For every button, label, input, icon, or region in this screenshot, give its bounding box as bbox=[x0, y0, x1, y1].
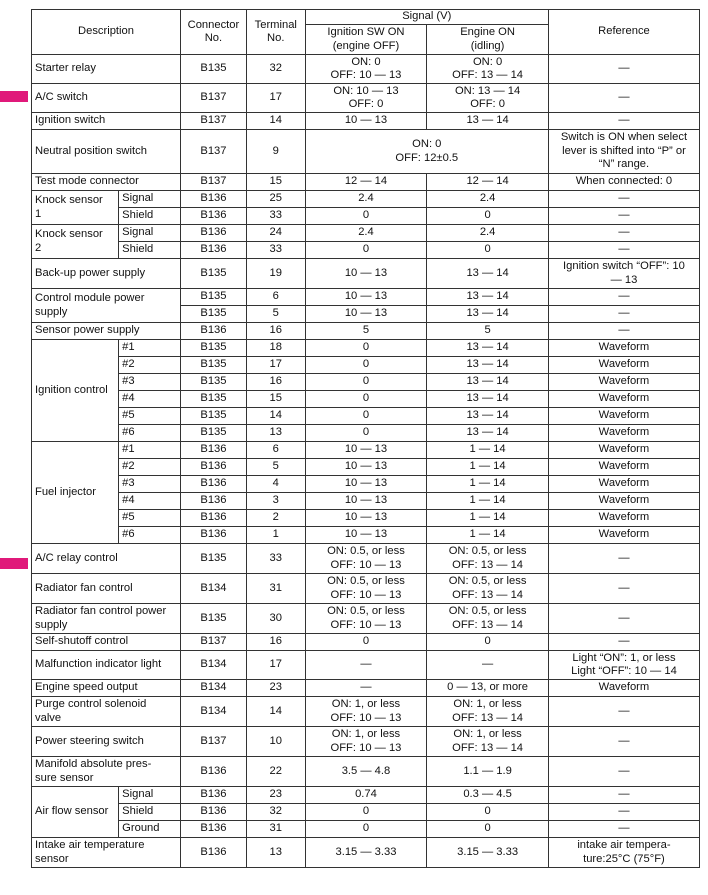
row-signal-ignition-sw-on: 0 bbox=[305, 391, 427, 408]
row-reference: — bbox=[548, 113, 699, 130]
row-signal-engine-on: 1 — 14 bbox=[427, 459, 549, 476]
row-sub-item: #1 bbox=[119, 340, 181, 357]
table-row bbox=[32, 289, 700, 306]
table-row bbox=[32, 408, 700, 425]
row-description: Control module power supply bbox=[32, 289, 181, 323]
table-row bbox=[32, 604, 700, 634]
row-connector-no: B136 bbox=[181, 510, 247, 527]
row-terminal-no: 33 bbox=[246, 544, 305, 574]
row-signal-engine-on: 0 bbox=[427, 634, 549, 651]
table-row bbox=[32, 544, 700, 574]
row-reference: — bbox=[548, 544, 699, 574]
row-sub-item: #1 bbox=[119, 442, 181, 459]
row-signal-engine-on: ON: 1, or less OFF: 13 — 14 bbox=[427, 697, 549, 727]
row-signal-engine-on: 0 bbox=[427, 208, 549, 225]
row-reference: Waveform bbox=[548, 374, 699, 391]
row-signal-engine-on: 13 — 14 bbox=[427, 391, 549, 408]
table-row bbox=[32, 821, 700, 838]
row-signal-engine-on: 0 bbox=[427, 804, 549, 821]
row-terminal-no: 32 bbox=[246, 804, 305, 821]
row-reference: Switch is ON when select lever is shifted into “P” or “N” range. bbox=[548, 130, 699, 174]
row-connector-no: B137 bbox=[181, 174, 247, 191]
header-description: Description bbox=[32, 10, 181, 55]
row-terminal-no: 5 bbox=[246, 306, 305, 323]
row-description: A/C relay control bbox=[32, 544, 181, 574]
row-signal-engine-on: ON: 13 — 14 OFF: 0 bbox=[427, 84, 549, 113]
row-reference: — bbox=[548, 804, 699, 821]
table-row bbox=[32, 476, 700, 493]
row-signal-engine-on: 13 — 14 bbox=[427, 113, 549, 130]
row-signal-ignition-sw-on: 0 bbox=[305, 408, 427, 425]
row-signal-ignition-sw-on: 0.74 bbox=[305, 787, 427, 804]
row-terminal-no: 33 bbox=[246, 242, 305, 259]
table-row bbox=[32, 55, 700, 84]
table-row bbox=[32, 527, 700, 544]
row-signal-ignition-sw-on: 3.5 — 4.8 bbox=[305, 757, 427, 787]
header-ignition-sw-on: Ignition SW ON (engine OFF) bbox=[305, 25, 427, 55]
row-description: Malfunction indicator light bbox=[32, 651, 181, 680]
row-connector-no: B136 bbox=[181, 493, 247, 510]
row-signal-engine-on: 3.15 — 3.33 bbox=[427, 838, 549, 868]
header-terminal-no: Terminal No. bbox=[246, 10, 305, 55]
row-connector-no: B135 bbox=[181, 306, 247, 323]
row-connector-no: B135 bbox=[181, 340, 247, 357]
row-connector-no: B136 bbox=[181, 838, 247, 868]
row-sub-item: Shield bbox=[119, 242, 181, 259]
row-description: Engine speed output bbox=[32, 680, 181, 697]
row-sub-item: Signal bbox=[119, 787, 181, 804]
row-signal-ignition-sw-on: 0 bbox=[305, 208, 427, 225]
table-row bbox=[32, 425, 700, 442]
table-row bbox=[32, 357, 700, 374]
row-connector-no: B135 bbox=[181, 604, 247, 634]
row-sub-item: #6 bbox=[119, 425, 181, 442]
table-row bbox=[32, 340, 700, 357]
row-reference: Waveform bbox=[548, 357, 699, 374]
row-connector-no: B136 bbox=[181, 242, 247, 259]
row-connector-no: B135 bbox=[181, 374, 247, 391]
row-signal-engine-on: 0 — 13, or more bbox=[427, 680, 549, 697]
table-row bbox=[32, 130, 700, 174]
row-terminal-no: 19 bbox=[246, 259, 305, 289]
row-reference: — bbox=[548, 323, 699, 340]
row-connector-no: B136 bbox=[181, 442, 247, 459]
row-connector-no: B136 bbox=[181, 476, 247, 493]
row-reference: — bbox=[548, 821, 699, 838]
row-signal-ignition-sw-on: — bbox=[305, 651, 427, 680]
row-signal-ignition-sw-on: 10 — 13 bbox=[305, 459, 427, 476]
header-reference: Reference bbox=[548, 10, 699, 55]
ecm-signal-table bbox=[31, 9, 700, 868]
row-description: Knock sensor 1 bbox=[32, 191, 119, 225]
row-signal-ignition-sw-on: 0 bbox=[305, 242, 427, 259]
table-row bbox=[32, 259, 700, 289]
row-description: Power steering switch bbox=[32, 727, 181, 757]
row-reference: — bbox=[548, 697, 699, 727]
row-signal-ignition-sw-on: 10 — 13 bbox=[305, 442, 427, 459]
highlight-marker-ac-relay-control bbox=[0, 558, 28, 569]
row-connector-no: B136 bbox=[181, 323, 247, 340]
header-connector-no: Connector No. bbox=[181, 10, 247, 55]
row-description: Ignition control bbox=[32, 340, 119, 442]
row-connector-no: B135 bbox=[181, 544, 247, 574]
row-description: Fuel injector bbox=[32, 442, 119, 544]
row-connector-no: B135 bbox=[181, 259, 247, 289]
row-terminal-no: 5 bbox=[246, 459, 305, 476]
table-row bbox=[32, 651, 700, 680]
table-row bbox=[32, 510, 700, 527]
row-connector-no: B135 bbox=[181, 55, 247, 84]
row-description: Sensor power supply bbox=[32, 323, 181, 340]
row-terminal-no: 30 bbox=[246, 604, 305, 634]
row-signal-ignition-sw-on: 10 — 13 bbox=[305, 493, 427, 510]
row-connector-no: B137 bbox=[181, 130, 247, 174]
row-sub-item: Ground bbox=[119, 821, 181, 838]
row-description: Manifold absolute pres- sure sensor bbox=[32, 757, 181, 787]
row-sub-item: #5 bbox=[119, 510, 181, 527]
row-description: Self-shutoff control bbox=[32, 634, 181, 651]
row-terminal-no: 13 bbox=[246, 425, 305, 442]
row-signal-engine-on: 13 — 14 bbox=[427, 408, 549, 425]
row-signal-engine-on: 1.1 — 1.9 bbox=[427, 757, 549, 787]
row-reference: — bbox=[548, 574, 699, 604]
table-row bbox=[32, 787, 700, 804]
row-signal-engine-on: 13 — 14 bbox=[427, 340, 549, 357]
row-connector-no: B135 bbox=[181, 289, 247, 306]
row-reference: Waveform bbox=[548, 680, 699, 697]
row-description: Back-up power supply bbox=[32, 259, 181, 289]
row-terminal-no: 6 bbox=[246, 289, 305, 306]
row-signal-engine-on: ON: 0.5, or less OFF: 13 — 14 bbox=[427, 544, 549, 574]
row-terminal-no: 17 bbox=[246, 84, 305, 113]
row-terminal-no: 10 bbox=[246, 727, 305, 757]
row-description: Test mode connector bbox=[32, 174, 181, 191]
table-row bbox=[32, 493, 700, 510]
row-connector-no: B136 bbox=[181, 527, 247, 544]
row-signal-engine-on: 1 — 14 bbox=[427, 510, 549, 527]
row-sub-item: #2 bbox=[119, 357, 181, 374]
row-terminal-no: 23 bbox=[246, 680, 305, 697]
row-connector-no: B137 bbox=[181, 84, 247, 113]
table-row bbox=[32, 374, 700, 391]
row-signal-ignition-sw-on: 5 bbox=[305, 323, 427, 340]
row-terminal-no: 4 bbox=[246, 476, 305, 493]
table-row bbox=[32, 459, 700, 476]
table-row bbox=[32, 680, 700, 697]
table-row bbox=[32, 191, 700, 208]
row-signal-engine-on: 13 — 14 bbox=[427, 374, 549, 391]
row-terminal-no: 23 bbox=[246, 787, 305, 804]
row-terminal-no: 1 bbox=[246, 527, 305, 544]
row-terminal-no: 14 bbox=[246, 113, 305, 130]
row-terminal-no: 33 bbox=[246, 208, 305, 225]
row-signal-engine-on: 13 — 14 bbox=[427, 425, 549, 442]
row-sub-item: #2 bbox=[119, 459, 181, 476]
row-reference: — bbox=[548, 55, 699, 84]
row-terminal-no: 32 bbox=[246, 55, 305, 84]
row-signal-engine-on: 2.4 bbox=[427, 191, 549, 208]
row-description: Neutral position switch bbox=[32, 130, 181, 174]
row-reference: Waveform bbox=[548, 527, 699, 544]
row-reference: — bbox=[548, 289, 699, 306]
row-signal-engine-on: — bbox=[427, 651, 549, 680]
row-terminal-no: 31 bbox=[246, 821, 305, 838]
row-signal-engine-on: ON: 0.5, or less OFF: 13 — 14 bbox=[427, 604, 549, 634]
row-signal-engine-on: 1 — 14 bbox=[427, 493, 549, 510]
row-connector-no: B134 bbox=[181, 680, 247, 697]
row-terminal-no: 2 bbox=[246, 510, 305, 527]
row-description: Air flow sensor bbox=[32, 787, 119, 838]
row-signal-engine-on: 1 — 14 bbox=[427, 527, 549, 544]
row-signal-ignition-sw-on: 0 bbox=[305, 804, 427, 821]
row-reference: Waveform bbox=[548, 425, 699, 442]
table-row bbox=[32, 634, 700, 651]
row-reference: Waveform bbox=[548, 510, 699, 527]
row-signal-ignition-sw-on: 10 — 13 bbox=[305, 113, 427, 130]
row-terminal-no: 15 bbox=[246, 174, 305, 191]
row-reference: Waveform bbox=[548, 493, 699, 510]
row-signal-engine-on: 0.3 — 4.5 bbox=[427, 787, 549, 804]
row-signal-engine-on: 13 — 14 bbox=[427, 289, 549, 306]
row-sub-item: #4 bbox=[119, 493, 181, 510]
table-row bbox=[32, 838, 700, 868]
row-reference: — bbox=[548, 191, 699, 208]
header-signal: Signal (V) bbox=[305, 10, 548, 25]
row-reference: — bbox=[548, 727, 699, 757]
row-description: Radiator fan control power supply bbox=[32, 604, 181, 634]
row-sub-item: #6 bbox=[119, 527, 181, 544]
row-signal-ignition-sw-on: 0 bbox=[305, 821, 427, 838]
row-description: Ignition switch bbox=[32, 113, 181, 130]
row-connector-no: B136 bbox=[181, 225, 247, 242]
row-signal-ignition-sw-on: ON: 0.5, or less OFF: 10 — 13 bbox=[305, 544, 427, 574]
table-row bbox=[32, 225, 700, 242]
row-terminal-no: 16 bbox=[246, 323, 305, 340]
table-row bbox=[32, 727, 700, 757]
row-terminal-no: 22 bbox=[246, 757, 305, 787]
row-reference: intake air tempera- ture:25°C (75°F) bbox=[548, 838, 699, 868]
table-row bbox=[32, 113, 700, 130]
row-description: Purge control solenoid valve bbox=[32, 697, 181, 727]
row-signal-engine-on: 5 bbox=[427, 323, 549, 340]
row-description: Knock sensor 2 bbox=[32, 225, 119, 259]
highlight-marker-ac-switch bbox=[0, 91, 28, 102]
row-terminal-no: 24 bbox=[246, 225, 305, 242]
row-reference: Waveform bbox=[548, 459, 699, 476]
row-reference: Ignition switch “OFF”: 10 — 13 bbox=[548, 259, 699, 289]
row-description: Radiator fan control bbox=[32, 574, 181, 604]
row-sub-item: Signal bbox=[119, 191, 181, 208]
row-reference: Light “ON”: 1, or less Light “OFF”: 10 — 14 bbox=[548, 651, 699, 680]
row-sub-item: Shield bbox=[119, 208, 181, 225]
row-description: A/C switch bbox=[32, 84, 181, 113]
row-signal-ignition-sw-on: 10 — 13 bbox=[305, 306, 427, 323]
row-signal-ignition-sw-on: 2.4 bbox=[305, 191, 427, 208]
row-signal-ignition-sw-on: 0 bbox=[305, 374, 427, 391]
row-reference: — bbox=[548, 757, 699, 787]
row-signal-ignition-sw-on: ON: 0.5, or less OFF: 10 — 13 bbox=[305, 604, 427, 634]
row-signal-merged: ON: 0 OFF: 12±0.5 bbox=[305, 130, 548, 174]
row-connector-no: B137 bbox=[181, 113, 247, 130]
row-signal-engine-on: 13 — 14 bbox=[427, 306, 549, 323]
row-signal-ignition-sw-on: 10 — 13 bbox=[305, 527, 427, 544]
row-sub-item: #3 bbox=[119, 374, 181, 391]
row-signal-ignition-sw-on: ON: 0 OFF: 10 — 13 bbox=[305, 55, 427, 84]
row-signal-ignition-sw-on: 10 — 13 bbox=[305, 476, 427, 493]
row-connector-no: B136 bbox=[181, 757, 247, 787]
row-connector-no: B136 bbox=[181, 804, 247, 821]
row-signal-engine-on: 13 — 14 bbox=[427, 357, 549, 374]
row-signal-ignition-sw-on: ON: 1, or less OFF: 10 — 13 bbox=[305, 727, 427, 757]
row-sub-item: #5 bbox=[119, 408, 181, 425]
row-signal-ignition-sw-on: 12 — 14 bbox=[305, 174, 427, 191]
row-connector-no: B137 bbox=[181, 634, 247, 651]
row-signal-ignition-sw-on: — bbox=[305, 680, 427, 697]
row-terminal-no: 6 bbox=[246, 442, 305, 459]
row-connector-no: B136 bbox=[181, 821, 247, 838]
row-reference: Waveform bbox=[548, 408, 699, 425]
row-connector-no: B135 bbox=[181, 425, 247, 442]
row-connector-no: B134 bbox=[181, 574, 247, 604]
header-engine-on: Engine ON (idling) bbox=[427, 25, 549, 55]
row-connector-no: B134 bbox=[181, 651, 247, 680]
row-terminal-no: 31 bbox=[246, 574, 305, 604]
row-connector-no: B137 bbox=[181, 727, 247, 757]
row-connector-no: B136 bbox=[181, 208, 247, 225]
row-reference: — bbox=[548, 306, 699, 323]
row-signal-ignition-sw-on: 0 bbox=[305, 425, 427, 442]
row-sub-item: Signal bbox=[119, 225, 181, 242]
table-row bbox=[32, 323, 700, 340]
row-signal-ignition-sw-on: ON: 0.5, or less OFF: 10 — 13 bbox=[305, 574, 427, 604]
row-reference: — bbox=[548, 84, 699, 113]
row-signal-ignition-sw-on: 3.15 — 3.33 bbox=[305, 838, 427, 868]
row-terminal-no: 25 bbox=[246, 191, 305, 208]
table-row bbox=[32, 391, 700, 408]
row-sub-item: Shield bbox=[119, 804, 181, 821]
row-reference: Waveform bbox=[548, 340, 699, 357]
row-terminal-no: 17 bbox=[246, 651, 305, 680]
row-signal-engine-on: 1 — 14 bbox=[427, 476, 549, 493]
table-row bbox=[32, 804, 700, 821]
row-description: Intake air temperature sensor bbox=[32, 838, 181, 868]
row-signal-ignition-sw-on: 2.4 bbox=[305, 225, 427, 242]
row-signal-ignition-sw-on: ON: 1, or less OFF: 10 — 13 bbox=[305, 697, 427, 727]
table-row bbox=[32, 174, 700, 191]
row-connector-no: B135 bbox=[181, 408, 247, 425]
row-signal-engine-on: 13 — 14 bbox=[427, 259, 549, 289]
row-reference: When connected: 0 bbox=[548, 174, 699, 191]
row-connector-no: B135 bbox=[181, 391, 247, 408]
row-signal-engine-on: 12 — 14 bbox=[427, 174, 549, 191]
row-terminal-no: 14 bbox=[246, 697, 305, 727]
row-terminal-no: 17 bbox=[246, 357, 305, 374]
table-row bbox=[32, 757, 700, 787]
row-signal-ignition-sw-on: 0 bbox=[305, 634, 427, 651]
row-signal-ignition-sw-on: 0 bbox=[305, 357, 427, 374]
row-connector-no: B134 bbox=[181, 697, 247, 727]
row-signal-ignition-sw-on: ON: 10 — 13 OFF: 0 bbox=[305, 84, 427, 113]
row-reference: — bbox=[548, 225, 699, 242]
row-signal-ignition-sw-on: 10 — 13 bbox=[305, 259, 427, 289]
row-signal-engine-on: ON: 1, or less OFF: 13 — 14 bbox=[427, 727, 549, 757]
row-signal-ignition-sw-on: 10 — 13 bbox=[305, 289, 427, 306]
row-connector-no: B135 bbox=[181, 357, 247, 374]
row-reference: — bbox=[548, 208, 699, 225]
row-signal-engine-on: ON: 0.5, or less OFF: 13 — 14 bbox=[427, 574, 549, 604]
row-reference: — bbox=[548, 604, 699, 634]
row-description: Starter relay bbox=[32, 55, 181, 84]
table-row bbox=[32, 84, 700, 113]
table-row bbox=[32, 442, 700, 459]
row-reference: Waveform bbox=[548, 391, 699, 408]
row-signal-ignition-sw-on: 0 bbox=[305, 340, 427, 357]
row-reference: Waveform bbox=[548, 442, 699, 459]
row-reference: Waveform bbox=[548, 476, 699, 493]
row-sub-item: #3 bbox=[119, 476, 181, 493]
row-terminal-no: 13 bbox=[246, 838, 305, 868]
row-signal-engine-on: 1 — 14 bbox=[427, 442, 549, 459]
row-reference: — bbox=[548, 787, 699, 804]
row-reference: — bbox=[548, 634, 699, 651]
row-terminal-no: 16 bbox=[246, 634, 305, 651]
row-signal-engine-on: 2.4 bbox=[427, 225, 549, 242]
row-terminal-no: 14 bbox=[246, 408, 305, 425]
row-signal-engine-on: 0 bbox=[427, 242, 549, 259]
row-terminal-no: 9 bbox=[246, 130, 305, 174]
row-terminal-no: 16 bbox=[246, 374, 305, 391]
row-terminal-no: 18 bbox=[246, 340, 305, 357]
row-reference: — bbox=[548, 242, 699, 259]
row-connector-no: B136 bbox=[181, 787, 247, 804]
row-connector-no: B136 bbox=[181, 191, 247, 208]
table-row bbox=[32, 242, 700, 259]
row-signal-engine-on: 0 bbox=[427, 821, 549, 838]
table-row bbox=[32, 208, 700, 225]
row-signal-ignition-sw-on: 10 — 13 bbox=[305, 510, 427, 527]
row-signal-engine-on: ON: 0 OFF: 13 — 14 bbox=[427, 55, 549, 84]
row-terminal-no: 3 bbox=[246, 493, 305, 510]
row-sub-item: #4 bbox=[119, 391, 181, 408]
row-terminal-no: 15 bbox=[246, 391, 305, 408]
table-row bbox=[32, 574, 700, 604]
table-row bbox=[32, 697, 700, 727]
row-connector-no: B136 bbox=[181, 459, 247, 476]
